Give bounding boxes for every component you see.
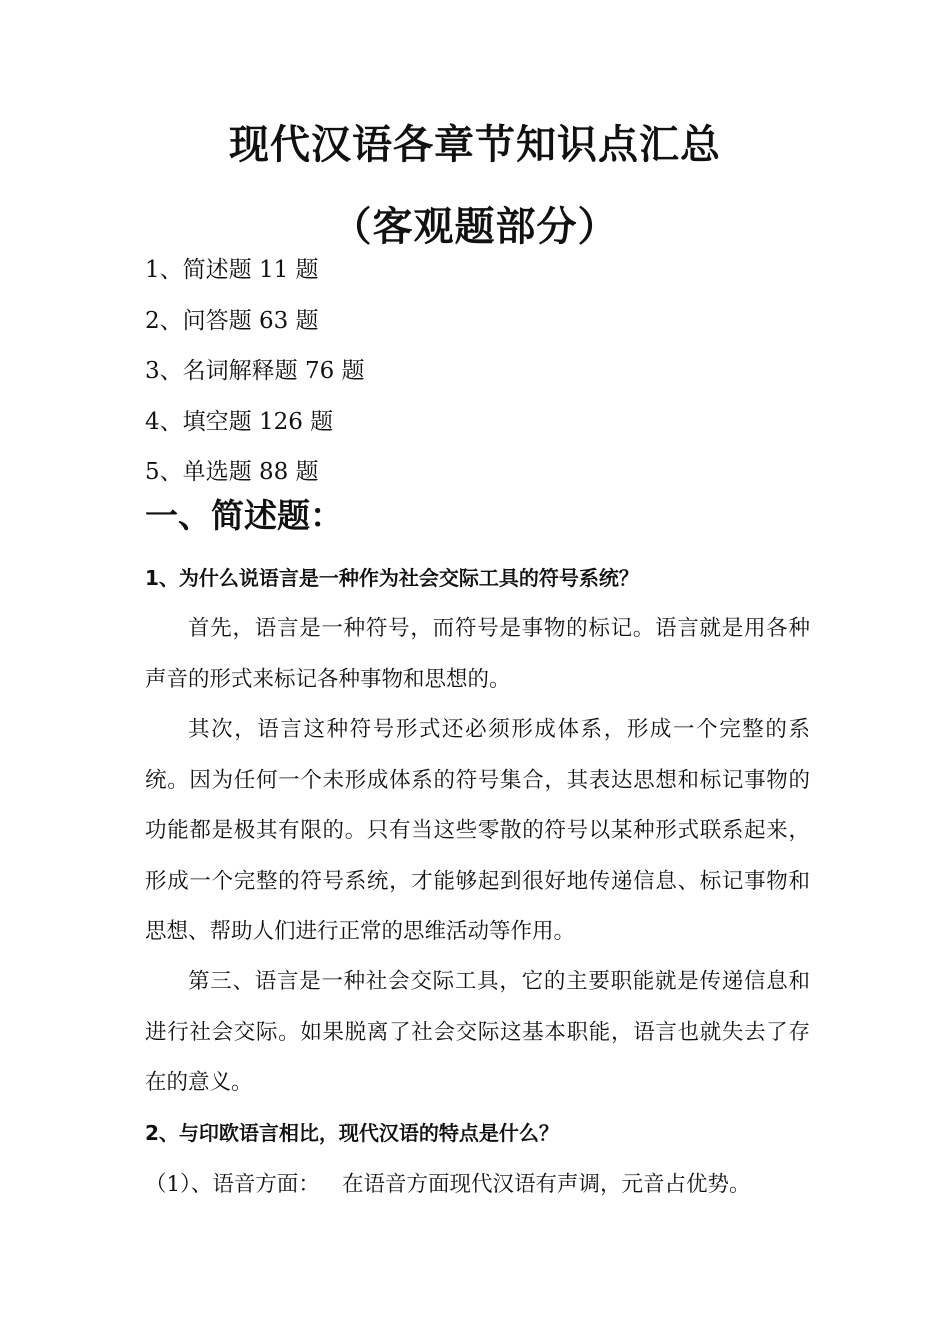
question-title: 2、与印欧语言相比，现代汉语的特点是什么？ [145,1121,559,1145]
answer-paragraph: 首先，语言是一种符号，而符号是事物的标记。语言就是用各种声音的形式来标记各种事物和思想的。 [145,616,810,692]
answer-paragraph: 其次，语言这种符号形式还必须形成体系，形成一个完整的系统。因为任何一个未形成体系的符号集合，其表达思想和标记事物的功能都是极其有限的。只有当这些零散的符号以某种形式联系起来，形成一个完整的符号系统，才能够起到很好地传递信息、标记事物和思想、帮助人们进行正常的思维活动等作用。 [145,717,810,944]
answer-item [145,1160,750,1210]
answer-item-text: 在语音方面现代汉语有声调，元音占优势。 [341,1172,751,1197]
toc-item: 5、单选题 88 题 [145,459,319,485]
toc-item: 4、填空题 126 题 [145,408,334,435]
toc-item: 3、名词解释题 76 题 [145,358,365,384]
section-heading: 一、简述题： [145,496,343,535]
document-title: 现代汉语各章节知识点汇总 [229,121,721,168]
toc-item: 2、问答题 63 题 [145,307,319,334]
document-subtitle: （客观题部分） [331,204,619,251]
table-of-contents [145,250,365,503]
question-title: 1、为什么说语言是一种作为社会交际工具的符号系统？ [145,566,639,590]
toc-item: 1、简述题 11 题 [145,257,319,283]
answer-paragraph: 第三、语言是一种社会交际工具，它的主要职能就是传递信息和进行社会交际。如果脱离了社会交际这基本职能，语言也就失去了存在的意义。 [145,969,810,1095]
answer-item-label: （1）、语音方面： [145,1172,320,1197]
